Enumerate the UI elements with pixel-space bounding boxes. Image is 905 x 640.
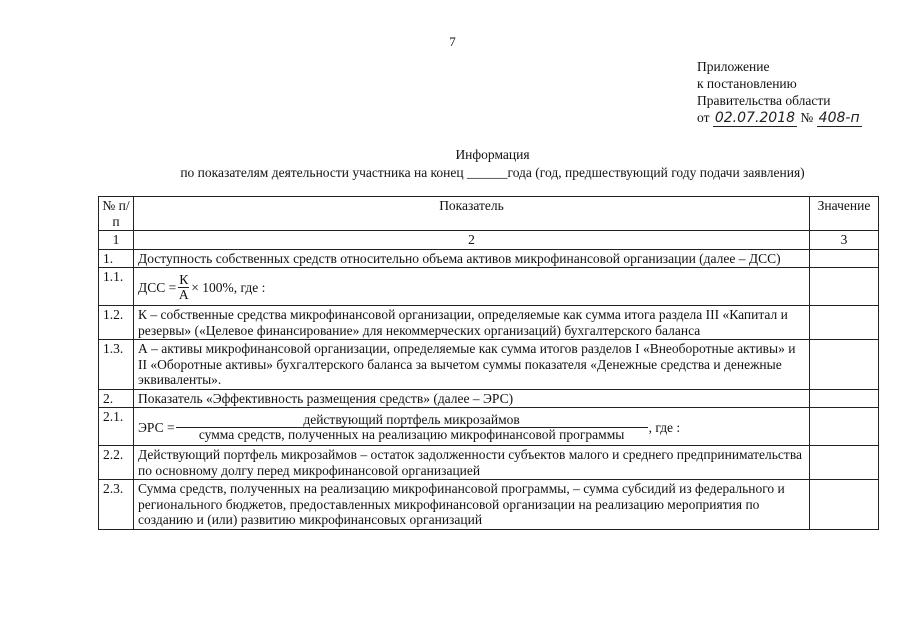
document-subtitle: по показателям деятельности участника на конец ______года (год, предшествующий году подачи заявления) (180, 165, 805, 180)
table-row (99, 249, 879, 268)
row-text: Доступность собственных средств относительно объема активов микрофинансовой организации (далее – ДСС) (134, 249, 810, 268)
table-header-row (99, 197, 879, 231)
value-cell (810, 340, 879, 390)
formula-denominator: сумма средств, полученных на реализацию микрофинансовой программы (198, 427, 625, 442)
formula-fraction (178, 273, 189, 302)
table-row (99, 408, 879, 446)
handwritten-number: 408-п (818, 110, 860, 126)
appendix-line: Приложение (697, 59, 770, 74)
header-value: Значение (810, 197, 879, 231)
handwritten-date: 02.07.2018 (714, 110, 796, 126)
row-number: 1. (99, 249, 134, 268)
value-cell (810, 408, 879, 446)
value-cell (810, 480, 879, 530)
row-number: 1.2. (99, 306, 134, 340)
formula-numerator: действующий портфель микрозаймов (176, 413, 648, 428)
formula-left: ДСС = (138, 279, 177, 295)
col-number: 2 (134, 231, 810, 250)
date-prefix: от (697, 110, 710, 125)
formula-right: × 100%, где : (191, 279, 266, 295)
table-row (99, 340, 879, 390)
value-cell (810, 306, 879, 340)
value-cell (810, 389, 879, 408)
ers-formula (138, 409, 805, 444)
formula-cell (134, 268, 810, 306)
formula-cell (134, 408, 810, 446)
appendix-date-line (697, 109, 862, 127)
appendix-line: Правительства области (697, 93, 831, 108)
table-row (99, 306, 879, 340)
formula-left: ЭРС = (138, 419, 175, 435)
formula-denominator: А (178, 287, 189, 302)
row-text: Показатель «Эффективность размещения средств» (далее – ЭРС) (134, 389, 810, 408)
row-text: Действующий портфель микрозаймов – остаток задолженности субъектов малого и среднего предпринимательства по основному долгу перед микрофинансовой организацией (134, 446, 810, 480)
col-number: 3 (810, 231, 879, 250)
indicators-table (98, 196, 879, 530)
formula-right: , где : (648, 419, 681, 435)
col-number: 1 (99, 231, 134, 250)
value-cell (810, 268, 879, 306)
row-number: 2.3. (99, 480, 134, 530)
page-number: 7 (449, 34, 456, 49)
table-row (99, 446, 879, 480)
dss-formula (138, 269, 805, 304)
header-num: № п/п (99, 197, 134, 231)
document-title: Информация (455, 147, 530, 162)
table-row (99, 268, 879, 306)
row-number: 1.3. (99, 340, 134, 390)
row-number: 2.2. (99, 446, 134, 480)
row-number: 1.1. (99, 268, 134, 306)
row-number: 2. (99, 389, 134, 408)
row-text: К – собственные средства микрофинансовой организации, определяемые как сумма итога раздела III «Капитал и резервы» («Целевое финансирование» для некоммерческих организаций) бухгалтерского баланса (134, 306, 810, 340)
appendix-block (697, 58, 862, 127)
appendix-line: к постановлению (697, 76, 797, 91)
value-cell (810, 249, 879, 268)
number-label: № (800, 110, 814, 125)
header-indicator: Показатель (134, 197, 810, 231)
formula-fraction (177, 413, 647, 442)
table-row (99, 389, 879, 408)
column-numbers-row (99, 231, 879, 250)
row-number: 2.1. (99, 408, 134, 446)
row-text: Сумма средств, полученных на реализацию микрофинансовой программы, – сумма субсидий из федерального и регионального бюджетов, предоставленных микрофинансовой организации на реализацию мероприятия по созданию и (или) развитию микрофинансовых организаций (134, 480, 810, 530)
value-cell (810, 446, 879, 480)
formula-numerator: К (179, 272, 189, 287)
row-text: А – активы микрофинансовой организации, определяемые как сумма итогов разделов I «Внеоборотные активы» и II «Оборотные активы» бухгалтерского баланса за вычетом суммы показателя «Денежные средства и денежные эквиваленты». (134, 340, 810, 390)
table-row (99, 480, 879, 530)
